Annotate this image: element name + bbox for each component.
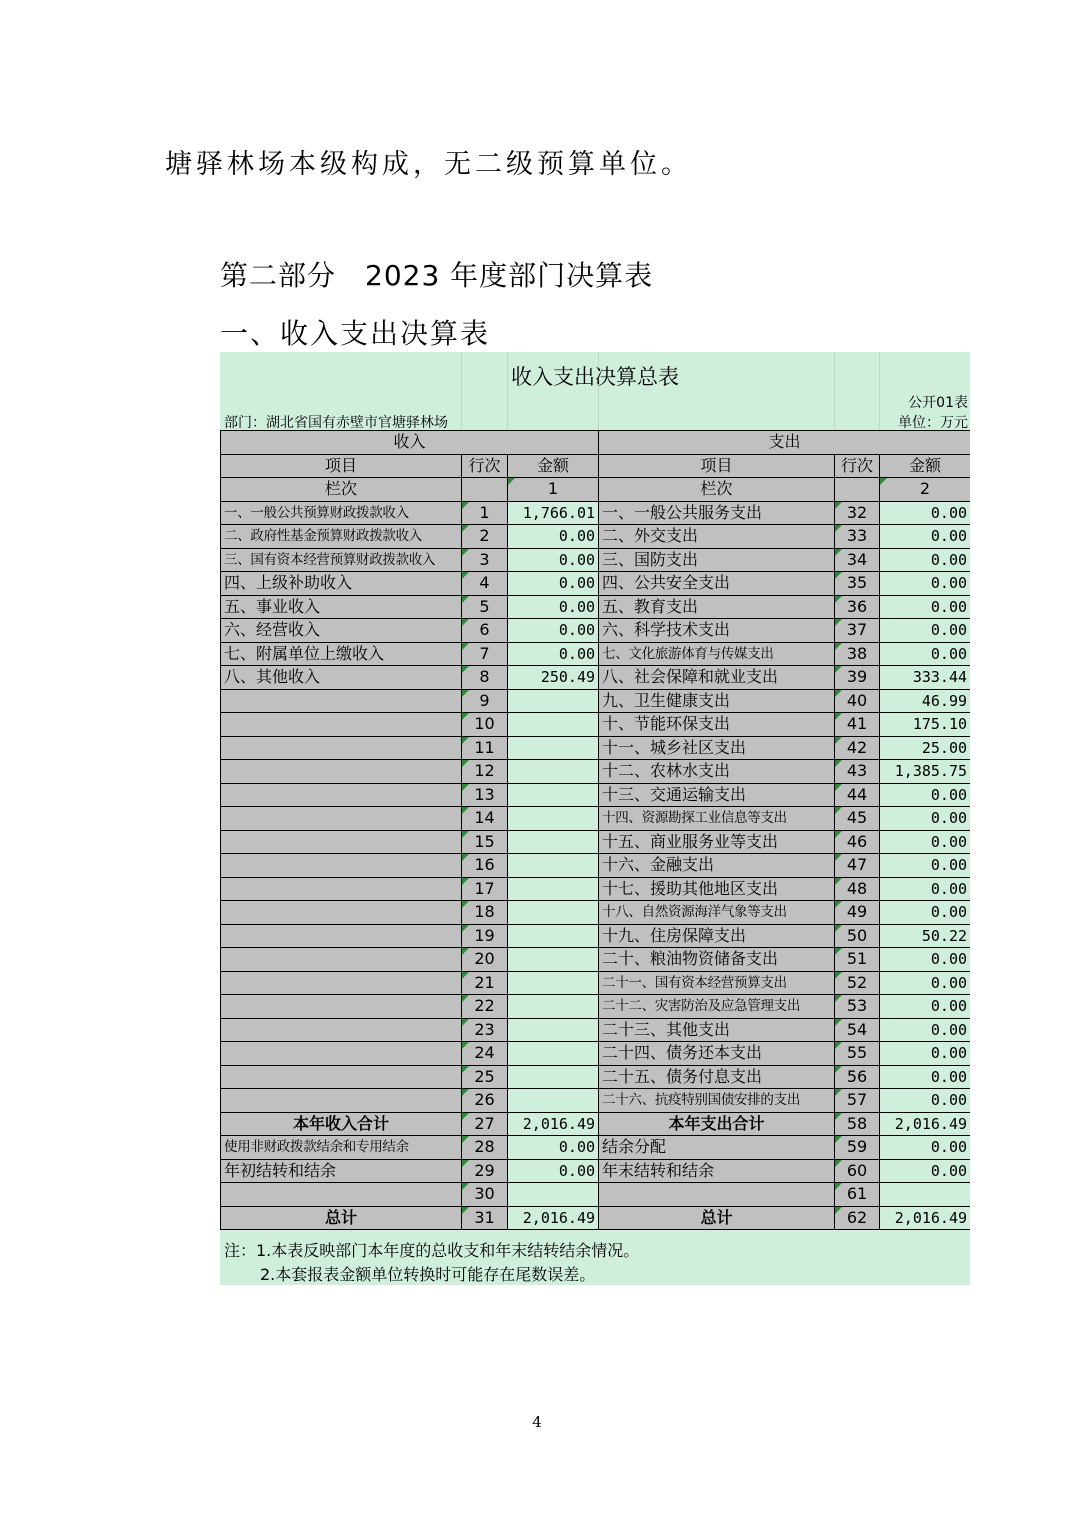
income-amount (508, 924, 599, 948)
expense-line: 45 (835, 807, 880, 831)
table-row (221, 713, 971, 737)
expense-item: 九、卫生健康支出 (599, 689, 835, 713)
expense-line: 55 (835, 1042, 880, 1066)
expense-amount: 50.22 (880, 924, 970, 948)
expense-item: 年末结转和结余 (599, 1159, 835, 1183)
income-line: 14 (462, 807, 508, 831)
income-item (221, 924, 462, 948)
income-line: 27 (462, 1112, 508, 1136)
income-amount (508, 736, 599, 760)
income-item: 八、其他收入 (221, 666, 462, 690)
year-total-row (221, 1112, 971, 1136)
expense-header: 支出 (599, 431, 970, 455)
income-line: 12 (462, 760, 508, 784)
income-amount: 0.00 (508, 548, 599, 572)
income-amount (508, 901, 599, 925)
expense-amount: 0.00 (880, 642, 970, 666)
income-amount (508, 1042, 599, 1066)
table-row (221, 1159, 971, 1183)
expense-line: 39 (835, 666, 880, 690)
income-amount (508, 830, 599, 854)
income-item: 五、事业收入 (221, 595, 462, 619)
income-line: 11 (462, 736, 508, 760)
income-amount: 1,766.01 (508, 501, 599, 525)
income-line: 16 (462, 854, 508, 878)
expense-item: 七、文化旅游体育与传媒支出 (599, 642, 835, 666)
income-item: 本年收入合计 (221, 1112, 462, 1136)
income-amount (508, 807, 599, 831)
expense-amount: 0.00 (880, 995, 970, 1019)
expense-amount: 0.00 (880, 901, 970, 925)
expense-amount: 0.00 (880, 1089, 970, 1113)
expense-item: 结余分配 (599, 1136, 835, 1160)
table-row (221, 736, 971, 760)
expense-amount: 1,385.75 (880, 760, 970, 784)
expense-line: 40 (835, 689, 880, 713)
income-amount (508, 877, 599, 901)
income-item (221, 830, 462, 854)
expense-amount: 0.00 (880, 830, 970, 854)
expense-item: 十、节能环保支出 (599, 713, 835, 737)
income-item (221, 1018, 462, 1042)
expense-line: 60 (835, 1159, 880, 1183)
expense-item: 二、外交支出 (599, 525, 835, 549)
table-row (221, 548, 971, 572)
income-amount: 2,016.49 (508, 1206, 599, 1230)
income-item: 四、上级补助收入 (221, 572, 462, 596)
income-line: 20 (462, 948, 508, 972)
expense-line: 46 (835, 830, 880, 854)
expense-line: 51 (835, 948, 880, 972)
income-item: 六、经营收入 (221, 619, 462, 643)
expense-amount: 2,016.49 (880, 1112, 970, 1136)
expense-item: 一、一般公共服务支出 (599, 501, 835, 525)
income-line: 8 (462, 666, 508, 690)
expense-item: 二十二、灾害防治及应急管理支出 (599, 995, 835, 1019)
income-item: 总计 (221, 1206, 462, 1230)
expense-lanci-value: 2 (880, 478, 970, 502)
income-amount (508, 760, 599, 784)
expense-item: 二十六、抗疫特别国债安排的支出 (599, 1089, 835, 1113)
expense-line: 33 (835, 525, 880, 549)
expense-item: 十八、自然资源海洋气象等支出 (599, 901, 835, 925)
expense-line: 42 (835, 736, 880, 760)
expense-line: 38 (835, 642, 880, 666)
income-item (221, 713, 462, 737)
expense-amount: 0.00 (880, 948, 970, 972)
unit-label: 单位：万元 (898, 415, 968, 431)
income-line: 21 (462, 971, 508, 995)
income-item (221, 736, 462, 760)
income-item (221, 1183, 462, 1207)
income-lanci-blank (462, 478, 508, 502)
grand-total-row (221, 1206, 971, 1230)
expense-amount: 0.00 (880, 783, 970, 807)
income-line: 3 (462, 548, 508, 572)
expense-line: 57 (835, 1089, 880, 1113)
income-line: 15 (462, 830, 508, 854)
table-row (221, 1065, 971, 1089)
expense-amount-header: 金额 (880, 454, 970, 478)
note-1: 注：1.本表反映部门本年度的总收支和年末结转结余情况。 (224, 1241, 640, 1260)
expense-line: 47 (835, 854, 880, 878)
income-line: 28 (462, 1136, 508, 1160)
expense-item: 六、科学技术支出 (599, 619, 835, 643)
expense-line: 59 (835, 1136, 880, 1160)
table-row (221, 995, 971, 1019)
expense-amount: 0.00 (880, 807, 970, 831)
table-row (221, 1018, 971, 1042)
expense-item: 五、教育支出 (599, 595, 835, 619)
expense-line: 56 (835, 1065, 880, 1089)
income-line: 30 (462, 1183, 508, 1207)
expense-line: 36 (835, 595, 880, 619)
note-2: 2.本套报表金额单位转换时可能存在尾数误差。 (260, 1265, 596, 1284)
expense-item: 本年支出合计 (599, 1112, 835, 1136)
expense-item: 二十一、国有资本经营预算支出 (599, 971, 835, 995)
expense-line: 58 (835, 1112, 880, 1136)
income-amount: 0.00 (508, 525, 599, 549)
expense-amount: 25.00 (880, 736, 970, 760)
expense-line: 43 (835, 760, 880, 784)
form-number: 公开01表 (908, 395, 968, 411)
expense-line: 53 (835, 995, 880, 1019)
expense-item (599, 1183, 835, 1207)
income-item: 二、政府性基金预算财政拨款收入 (221, 525, 462, 549)
expense-amount: 333.44 (880, 666, 970, 690)
expense-line: 41 (835, 713, 880, 737)
expense-amount: 0.00 (880, 1159, 970, 1183)
income-amount (508, 783, 599, 807)
income-item (221, 807, 462, 831)
expense-lanci-label: 栏次 (599, 478, 835, 502)
income-line: 17 (462, 877, 508, 901)
expense-item: 二十四、债务还本支出 (599, 1042, 835, 1066)
sheet-title: 收入支出决算总表 (511, 365, 679, 389)
income-item: 七、附属单位上缴收入 (221, 642, 462, 666)
expense-item: 十七、援助其他地区支出 (599, 877, 835, 901)
expense-item: 二十、粮油物资储备支出 (599, 948, 835, 972)
income-amount (508, 1183, 599, 1207)
income-line: 31 (462, 1206, 508, 1230)
income-item: 一、一般公共预算财政拨款收入 (221, 501, 462, 525)
expense-line: 49 (835, 901, 880, 925)
income-amount: 0.00 (508, 619, 599, 643)
sheet-title-row (220, 352, 970, 392)
expense-item: 总计 (599, 1206, 835, 1230)
table-row (221, 525, 971, 549)
department-label: 部门：湖北省国有赤壁市官塘驿林场 (224, 415, 448, 431)
expense-line: 62 (835, 1206, 880, 1230)
income-amount (508, 854, 599, 878)
income-amount (508, 1089, 599, 1113)
expense-item: 八、社会保障和就业支出 (599, 666, 835, 690)
expense-item: 十一、城乡社区支出 (599, 736, 835, 760)
expense-line: 32 (835, 501, 880, 525)
expense-item: 二十三、其他支出 (599, 1018, 835, 1042)
income-line: 29 (462, 1159, 508, 1183)
income-line: 5 (462, 595, 508, 619)
table-row (221, 1136, 971, 1160)
income-item (221, 1089, 462, 1113)
expense-amount: 0.00 (880, 854, 970, 878)
section-header-row (221, 431, 971, 455)
section-heading: 一、收入支出决算表 (220, 317, 491, 350)
table-row (221, 572, 971, 596)
income-line-header: 行次 (462, 454, 508, 478)
expense-line: 34 (835, 548, 880, 572)
table-row (221, 642, 971, 666)
expense-line: 52 (835, 971, 880, 995)
income-item (221, 901, 462, 925)
income-amount: 0.00 (508, 572, 599, 596)
expense-item: 十六、金融支出 (599, 854, 835, 878)
expense-line: 54 (835, 1018, 880, 1042)
expense-amount: 0.00 (880, 548, 970, 572)
table-row (221, 877, 971, 901)
expense-lanci-blank (835, 478, 880, 502)
income-amount (508, 1018, 599, 1042)
expense-item: 四、公共安全支出 (599, 572, 835, 596)
income-amount-header: 金额 (508, 454, 599, 478)
income-line: 26 (462, 1089, 508, 1113)
expense-item: 十三、交通运输支出 (599, 783, 835, 807)
expense-amount: 0.00 (880, 1136, 970, 1160)
expense-line: 50 (835, 924, 880, 948)
table-row (221, 619, 971, 643)
expense-amount (880, 1183, 970, 1207)
income-line: 22 (462, 995, 508, 1019)
income-line: 10 (462, 713, 508, 737)
income-header: 收入 (221, 431, 599, 455)
table-row (221, 1089, 971, 1113)
income-item (221, 995, 462, 1019)
expense-item: 三、国防支出 (599, 548, 835, 572)
intro-text: 塘驿林场本级构成，无二级预算单位。 (165, 149, 692, 180)
budget-table (220, 430, 970, 1230)
expense-amount: 46.99 (880, 689, 970, 713)
income-item (221, 854, 462, 878)
expense-amount: 0.00 (880, 525, 970, 549)
income-item (221, 948, 462, 972)
expense-amount: 0.00 (880, 971, 970, 995)
table-row (221, 689, 971, 713)
expense-line: 37 (835, 619, 880, 643)
expense-line-header: 行次 (835, 454, 880, 478)
income-amount: 0.00 (508, 595, 599, 619)
income-item: 使用非财政拨款结余和专用结余 (221, 1136, 462, 1160)
expense-amount: 0.00 (880, 1018, 970, 1042)
income-item (221, 783, 462, 807)
income-amount (508, 1065, 599, 1089)
income-amount (508, 713, 599, 737)
table-row (221, 901, 971, 925)
income-item (221, 760, 462, 784)
expense-amount: 0.00 (880, 877, 970, 901)
income-amount: 2,016.49 (508, 1112, 599, 1136)
income-amount (508, 948, 599, 972)
income-item: 三、国有资本经营预算财政拨款收入 (221, 548, 462, 572)
expense-item: 二十五、债务付息支出 (599, 1065, 835, 1089)
budget-sheet (220, 352, 970, 1285)
expense-line: 44 (835, 783, 880, 807)
expense-amount: 0.00 (880, 1065, 970, 1089)
income-lanci-value: 1 (508, 478, 599, 502)
column-header-row (221, 454, 971, 478)
table-row (221, 783, 971, 807)
income-line: 7 (462, 642, 508, 666)
income-amount: 0.00 (508, 642, 599, 666)
income-amount (508, 995, 599, 1019)
table-row (221, 971, 971, 995)
expense-line: 35 (835, 572, 880, 596)
table-row (221, 1042, 971, 1066)
income-line: 25 (462, 1065, 508, 1089)
income-item (221, 877, 462, 901)
table-row (221, 924, 971, 948)
expense-amount: 175.10 (880, 713, 970, 737)
income-amount: 250.49 (508, 666, 599, 690)
expense-amount: 2,016.49 (880, 1206, 970, 1230)
expense-item-header: 项目 (599, 454, 835, 478)
table-row (221, 666, 971, 690)
expense-amount: 0.00 (880, 619, 970, 643)
income-item (221, 689, 462, 713)
income-line: 6 (462, 619, 508, 643)
income-line: 2 (462, 525, 508, 549)
lanci-row (221, 478, 971, 502)
table-row (221, 1183, 971, 1207)
income-lanci-label: 栏次 (221, 478, 462, 502)
expense-item: 十九、住房保障支出 (599, 924, 835, 948)
income-amount (508, 971, 599, 995)
income-line: 4 (462, 572, 508, 596)
income-item (221, 1042, 462, 1066)
table-row (221, 948, 971, 972)
table-row (221, 760, 971, 784)
income-amount: 0.00 (508, 1159, 599, 1183)
expense-amount: 0.00 (880, 572, 970, 596)
income-line: 24 (462, 1042, 508, 1066)
income-line: 9 (462, 689, 508, 713)
income-item (221, 1065, 462, 1089)
income-amount (508, 689, 599, 713)
income-line: 18 (462, 901, 508, 925)
expense-line: 61 (835, 1183, 880, 1207)
income-item (221, 971, 462, 995)
income-item: 年初结转和结余 (221, 1159, 462, 1183)
expense-amount: 0.00 (880, 501, 970, 525)
income-line: 1 (462, 501, 508, 525)
expense-item: 十五、商业服务业等支出 (599, 830, 835, 854)
table-row (221, 854, 971, 878)
part-heading: 第二部分 2023 年度部门决算表 (220, 259, 654, 292)
table-row (221, 501, 971, 525)
table-row (221, 595, 971, 619)
income-line: 13 (462, 783, 508, 807)
expense-item: 十二、农林水支出 (599, 760, 835, 784)
table-row (221, 807, 971, 831)
expense-item: 十四、资源勘探工业信息等支出 (599, 807, 835, 831)
income-line: 23 (462, 1018, 508, 1042)
expense-amount: 0.00 (880, 595, 970, 619)
expense-line: 48 (835, 877, 880, 901)
table-row (221, 830, 971, 854)
income-item-header: 项目 (221, 454, 462, 478)
page-number: 4 (532, 1413, 542, 1431)
expense-amount: 0.00 (880, 1042, 970, 1066)
income-line: 19 (462, 924, 508, 948)
income-amount: 0.00 (508, 1136, 599, 1160)
